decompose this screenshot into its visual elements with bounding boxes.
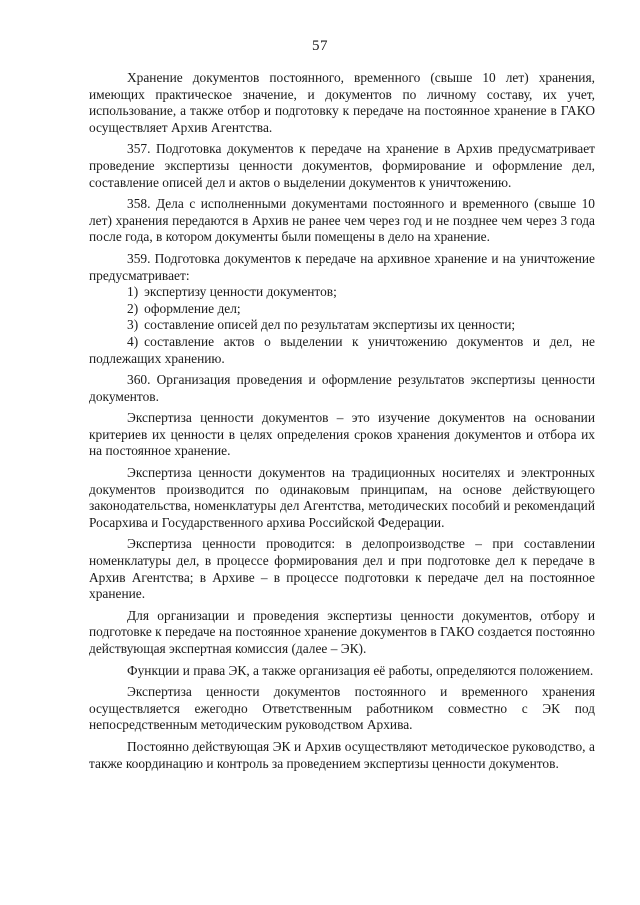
list-item-text: составление описей дел по результатам экспертизы их ценности; [144,317,516,333]
paragraph: Экспертиза ценности проводится: в делопроизводстве – при составлении номенклатуры дел, в процессе формирования дел и при подготовке дел к передаче в Архив Агентства; в Архиве – в процессе подготовки к передаче дел на постоянное хранение. [89,536,595,602]
paragraph: 358. Дела с исполненными документами постоянного и временного (свыше 10 лет) хранения передаются в Архив не ранее чем через год и не позднее чем через 3 года после года, в котором документы были помещены в дело на хранение. [89,196,595,245]
list-item [89,301,595,318]
list-item [89,334,595,367]
list-item-number: 2) [127,300,139,316]
list-item-number: 4) [127,333,139,349]
paragraph: Постоянно действующая ЭК и Архив осуществляют методическое руководство, а также координацию и контроль за проведением экспертизы ценности документов. [89,738,595,771]
paragraph: Экспертиза ценности документов – это изучение документов на основании критериев их ценности в целях определения сроков хранения документов и отбора их на постоянное хранение. [89,410,595,459]
list-item [89,317,595,334]
list-item-text: оформление дел; [144,300,241,316]
list-item-text: экспертизу ценности документов; [144,284,337,300]
list-item-number: 3) [127,317,139,333]
list-item-text: составление актов о выделении к уничтожению документов и дел, не подлежащих хранению. [89,333,595,366]
paragraph: 360. Организация проведения и оформление результатов экспертизы ценности документов. [89,372,595,404]
paragraph: 357. Подготовка документов к передаче на хранение в Архив предусматривает проведение экспертизы ценности документов, формирование и оформление дел, составление описей дел и актов о выделении документов к уничтожению. [89,141,595,190]
list-item [89,284,595,301]
paragraph: 359. Подготовка документов к передаче на архивное хранение и на уничтожение предусматривает: [89,250,595,283]
paragraph: Для организации и проведения экспертизы ценности документов, отбору и подготовке к передаче на постоянное хранение документов в ГАКО создается постоянно действующая экспертная комиссия (далее – ЭК). [89,607,595,656]
page-number: 57 [312,38,328,54]
paragraph: Функции и права ЭК, а также организация её работы, определяются положением. [127,662,594,678]
list-item-number: 1) [127,284,139,300]
paragraph: Хранение документов постоянного, временного (свыше 10 лет) хранения, имеющих практическое значение, и документов по личному составу, их учет, использование, а также отбор и подготовку к передаче на постоянное хранение в ГАКО осуществляет Архив Агентства. [89,70,595,135]
numbered-list [89,284,595,367]
page-content [89,70,595,777]
paragraph: Экспертиза ценности документов на традиционных носителях и электронных документов производится по одинаковым принципам, на основе действующего законодательства, номенклатуры дел Агентства, методических пособий и рекомендаций Росархива и Государственного архива Российской Федерации. [89,465,595,530]
paragraph: Экспертиза ценности документов постоянного и временного хранения осуществляется ежегодно Ответственным работником совместно с ЭК под непосредственным методическим руководством Архива. [89,684,595,733]
